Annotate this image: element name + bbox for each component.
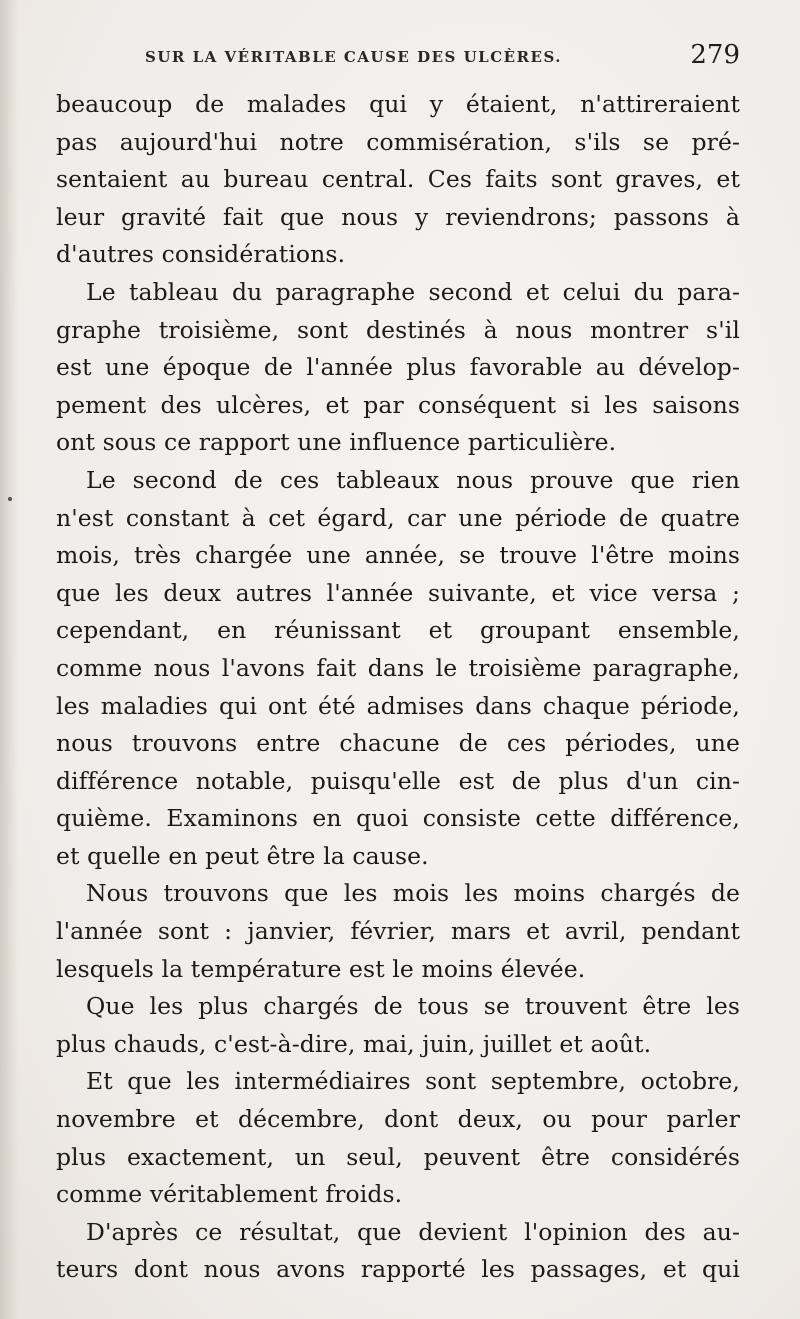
text-line: novembre et décembre, dont deux, ou pour parler bbox=[56, 1105, 740, 1134]
text-line: leur gravité fait que nous y reviendrons; passons à bbox=[56, 202, 740, 231]
text-line: mois, très chargée une année, se trouve l'être moins bbox=[56, 541, 740, 570]
page-number: 279 bbox=[690, 40, 740, 70]
text-line: Et que les intermédiaires sont septembre, octobre, bbox=[86, 1067, 740, 1096]
text-line: sentaient au bureau central. Ces faits sont graves, et bbox=[56, 165, 740, 194]
page-gutter-shadow bbox=[0, 0, 18, 1319]
text-line: cependant, en réunissant et groupant ensemble, bbox=[56, 616, 740, 645]
text-line: comme nous l'avons fait dans le troisième paragraphe, bbox=[56, 653, 740, 682]
text-line: Nous trouvons que les mois les moins chargés de bbox=[86, 879, 740, 908]
running-head: SUR LA VÉRITABLE CAUSE DES ULCÈRES. bbox=[145, 48, 562, 66]
text-line: n'est constant à cet égard, car une période de quatre bbox=[56, 503, 740, 532]
text-line: beaucoup de malades qui y étaient, n'attireraient bbox=[56, 90, 740, 118]
text-line: plus chauds, c'est-à-dire, mai, juin, juillet et août. bbox=[56, 1029, 652, 1058]
text-line: teurs dont nous avons rapporté les passages, et qui bbox=[56, 1255, 740, 1284]
text-line: est une époque de l'année plus favorable au dévelop- bbox=[56, 353, 740, 382]
text-line: graphe troisième, sont destinés à nous montrer s'il bbox=[56, 315, 740, 344]
text-line: que les deux autres l'année suivante, et vice versa ; bbox=[56, 578, 740, 607]
text-line: plus exactement, un seul, peuvent être considérés bbox=[56, 1142, 740, 1171]
text-line: quième. Examinons en quoi consiste cette différence, bbox=[56, 804, 740, 833]
text-line: comme véritablement froids. bbox=[56, 1180, 403, 1209]
text-line: Que les plus chargés de tous se trouvent être les bbox=[86, 992, 740, 1021]
text-line: nous trouvons entre chacune de ces périodes, une bbox=[56, 729, 740, 758]
text-line: D'après ce résultat, que devient l'opinion des au- bbox=[86, 1217, 740, 1246]
text-line: ont sous ce rapport une influence particulière. bbox=[56, 428, 617, 457]
text-line: pement des ulcères, et par conséquent si les saisons bbox=[56, 390, 740, 419]
body-text bbox=[56, 86, 740, 1289]
text-line: les maladies qui ont été admises dans chaque période, bbox=[56, 691, 740, 720]
text-line: d'autres considérations. bbox=[56, 240, 346, 269]
text-line: Le tableau du paragraphe second et celui du para- bbox=[86, 277, 740, 306]
text-line: et quelle en peut être la cause. bbox=[56, 841, 429, 870]
text-line: pas aujourd'hui notre commisération, s'ils se pré- bbox=[56, 127, 740, 156]
text-line: l'année sont : janvier, février, mars et avril, pendant bbox=[56, 917, 740, 946]
text-line: Le second de ces tableaux nous prouve que rien bbox=[86, 465, 740, 494]
text-line: différence notable, puisqu'elle est de plus d'un cin- bbox=[56, 766, 740, 795]
ink-speck bbox=[8, 497, 12, 501]
text-line: lesquels la température est le moins élevée. bbox=[56, 954, 586, 983]
page-header bbox=[60, 40, 740, 80]
